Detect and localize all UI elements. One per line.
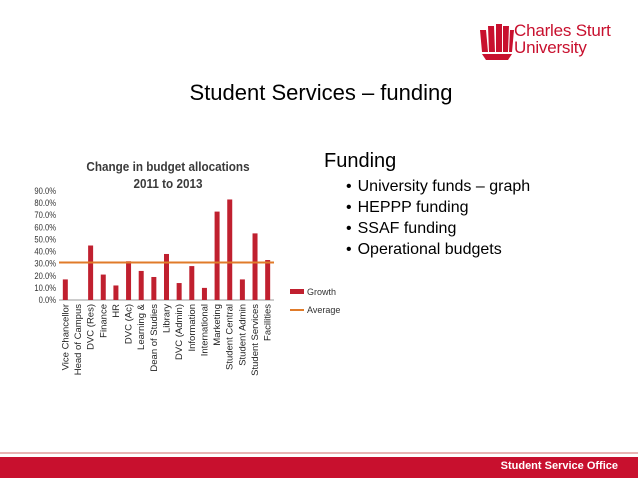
y-tick-label: 30.0% <box>34 258 56 269</box>
bullet-item: • University funds – graph <box>356 176 530 197</box>
growth-bar <box>63 279 68 300</box>
y-tick-label: 40.0% <box>34 245 56 257</box>
x-tick-label: Library <box>161 304 173 334</box>
logo-line1: Charles Sturt <box>514 21 611 40</box>
x-tick-label: DVC (Ac) <box>123 304 135 345</box>
logo-line2: University <box>514 38 587 57</box>
growth-bar <box>189 266 194 300</box>
x-tick-label: Finance <box>98 304 110 338</box>
bullet-item: • Operational budgets <box>356 239 530 260</box>
growth-bar <box>240 279 245 300</box>
legend-average-label: Average <box>307 305 341 315</box>
x-tick-label: HR <box>110 304 122 318</box>
x-tick-label: Learning & <box>136 304 148 350</box>
x-tick-label: Vice Chancellor <box>60 304 72 371</box>
legend-growth-label: Growth <box>307 287 337 297</box>
growth-bar <box>227 199 232 300</box>
x-tick-label: Information <box>186 304 198 352</box>
chart-title-line1: Change in budget allocations <box>86 159 250 174</box>
footer-label: Student Service Office <box>500 460 618 472</box>
x-tick-label: Facilities <box>262 304 274 341</box>
x-tick-label: DVC (Res) <box>85 304 97 350</box>
y-tick-label: 0.0% <box>38 294 56 306</box>
growth-bar <box>215 212 220 300</box>
growth-bar <box>177 283 182 300</box>
growth-bar <box>101 275 106 300</box>
x-tick-label: Student Admin <box>237 304 249 366</box>
growth-bar <box>139 271 144 300</box>
y-tick-label: 60.0% <box>34 221 56 233</box>
logo-mark-icon <box>480 24 514 60</box>
x-tick-label: Head of Campus <box>72 304 84 376</box>
x-tick-label: Student Central <box>224 304 236 371</box>
chart-title-line2: 2011 to 2013 <box>133 176 203 191</box>
legend-growth-swatch <box>290 289 304 294</box>
bullet-list <box>356 176 530 260</box>
growth-bar <box>202 288 207 300</box>
growth-bar <box>151 277 156 300</box>
growth-bar <box>126 261 131 300</box>
x-tick-label: Dean of Studies <box>148 304 160 372</box>
y-tick-label: 10.0% <box>34 282 56 294</box>
x-tick-label: Marketing <box>212 304 224 346</box>
growth-bar <box>113 285 118 300</box>
footer-divider <box>0 452 638 454</box>
budget-bar-chart <box>28 148 348 448</box>
y-tick-label: 50.0% <box>34 233 56 245</box>
x-tick-label: International <box>199 304 211 357</box>
x-tick-label: Student Services <box>250 304 262 376</box>
y-tick-label: 80.0% <box>34 197 56 209</box>
content-heading: Funding <box>324 150 397 172</box>
y-tick-label: 20.0% <box>34 270 56 281</box>
y-tick-label: 70.0% <box>34 209 56 221</box>
growth-bar <box>164 254 169 300</box>
y-tick-label: 90.0% <box>34 185 56 197</box>
growth-bar <box>253 233 258 300</box>
bullet-item: • SSAF funding <box>356 218 530 239</box>
bullet-item: • HEPPP funding <box>356 197 530 218</box>
growth-bar <box>265 260 270 300</box>
growth-bar <box>88 246 93 301</box>
logo-wordmark <box>514 22 611 56</box>
x-tick-label: DVC (Admin) <box>174 304 186 360</box>
slide-title: Student Services – funding <box>189 80 453 105</box>
